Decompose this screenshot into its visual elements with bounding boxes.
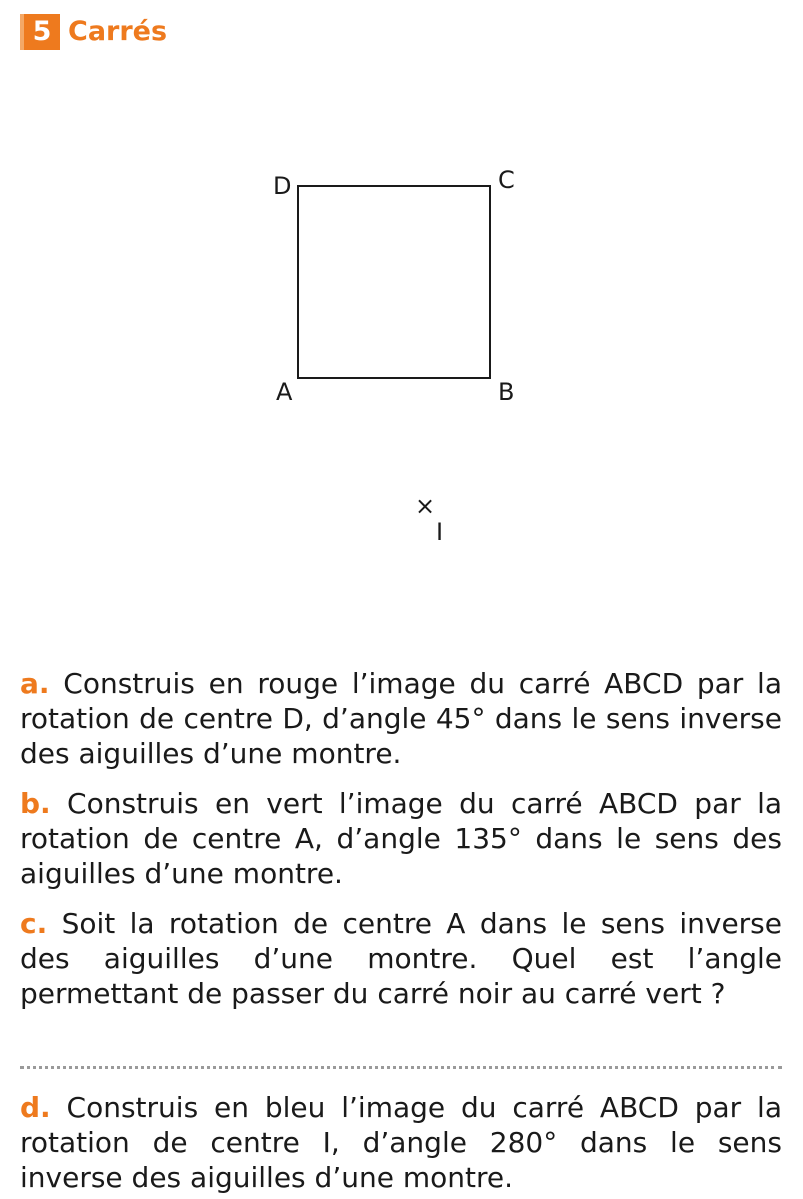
label-c: C	[498, 166, 515, 194]
question-c-text: Soit la rotation de centre A dans le sens inverse des aiguilles d’une montre. Quel est l’angle permettant de passer du carré noir au carré vert ?	[20, 907, 782, 1010]
question-d	[20, 1090, 782, 1195]
question-d-text: Construis en bleu l’image du carré ABCD par la rotation de centre I, d’angle 280° dans le sens inverse des aiguilles d’une montre.	[20, 1091, 782, 1194]
exercise-number: 5	[24, 14, 60, 50]
label-i: I	[436, 518, 444, 546]
label-d: D	[273, 172, 292, 200]
question-a-letter: a.	[20, 667, 50, 700]
question-b-letter: b.	[20, 787, 51, 820]
question-a-text: Construis en rouge l’image du carré ABCD par la rotation de centre D, d’angle 45° dans le sens inverse des aiguilles d’une montre.	[20, 667, 782, 770]
question-b	[20, 786, 782, 891]
point-i-cross: ×	[415, 492, 436, 520]
label-a: A	[276, 378, 293, 406]
question-d-letter: d.	[20, 1091, 51, 1124]
exercise-title: Carrés	[68, 16, 168, 47]
square-abcd	[298, 186, 490, 378]
question-c	[20, 906, 782, 1011]
question-c-letter: c.	[20, 907, 48, 940]
label-b: B	[498, 378, 515, 406]
question-a	[20, 666, 782, 771]
answer-line[interactable]	[20, 1066, 782, 1069]
question-b-text: Construis en vert l’image du carré ABCD par la rotation de centre A, d’angle 135° dans le sens des aiguilles d’une montre.	[20, 787, 782, 890]
